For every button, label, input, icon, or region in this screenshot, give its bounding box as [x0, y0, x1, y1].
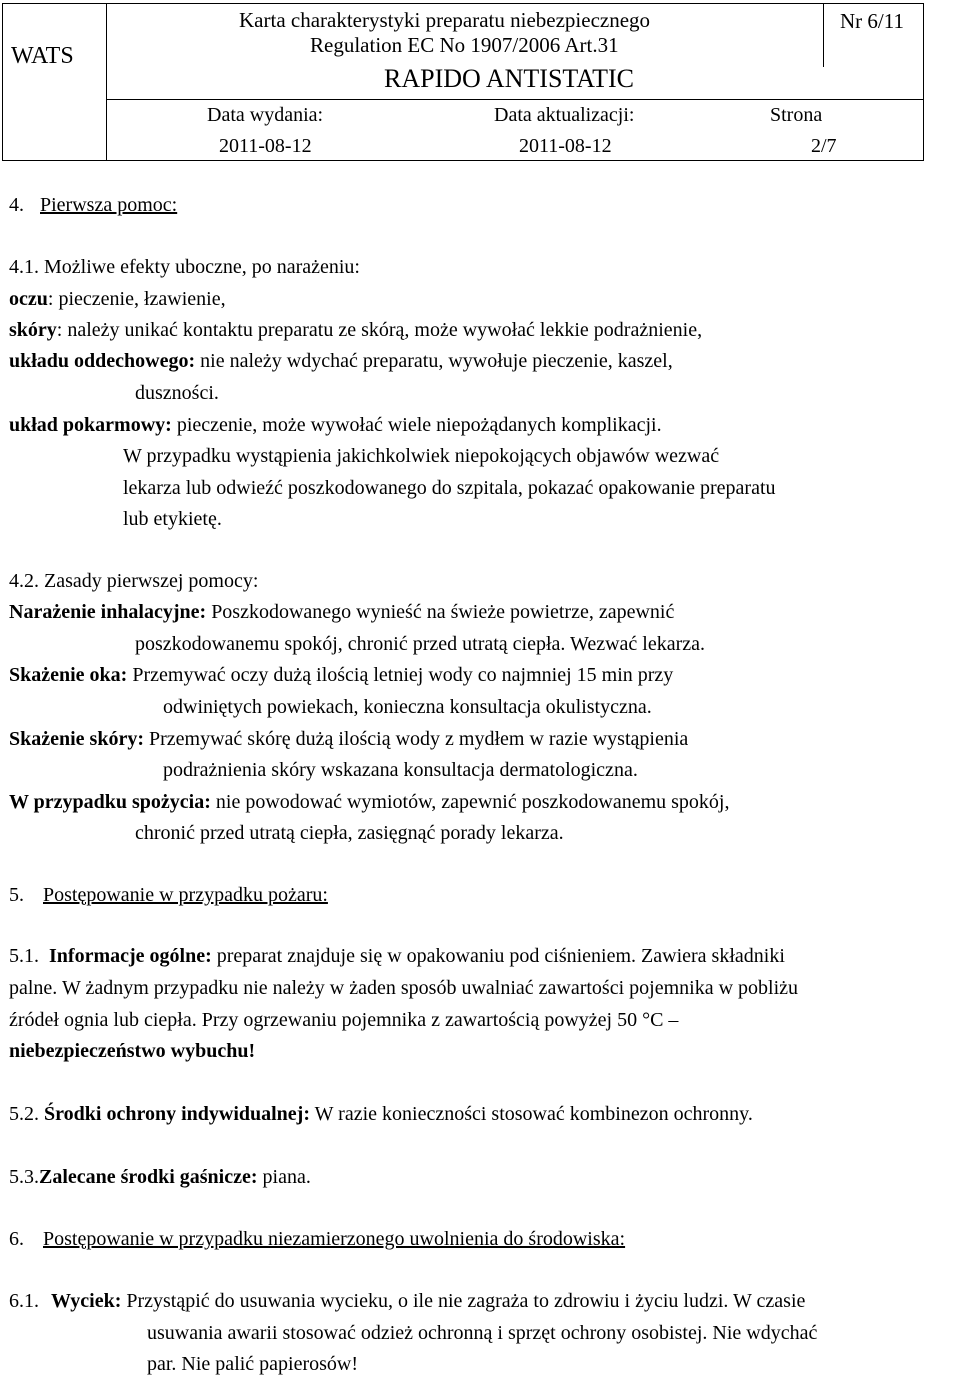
label-swallowing: W przypadku spożycia:: [9, 791, 211, 813]
section-title: Postępowanie w przypadku pożaru:: [43, 884, 328, 906]
text-digestive: pieczenie, może wywołać wiele niepożądanych komplikacji.: [171, 414, 662, 436]
subsection-number: 5.2.: [9, 1103, 39, 1125]
page-label: Strona: [770, 104, 823, 126]
warning-line-3: lub etykietę.: [123, 508, 222, 530]
effect-digestive: [9, 413, 662, 437]
aid-swallowing-cont: chronić przed utratą ciepła, zasięgnąć porady lekarza.: [135, 822, 564, 844]
document-number: Nr 6/11: [840, 9, 904, 33]
subsection-5-3: [9, 1165, 311, 1189]
document-header: [2, 3, 924, 161]
section-number: 6.: [9, 1228, 24, 1250]
aid-inhalation: [9, 600, 674, 624]
effect-respiratory-cont: duszności.: [135, 382, 219, 404]
aid-eye-cont: odwiniętych powiekach, konieczna konsultacja okulistyczna.: [163, 696, 652, 718]
label-leak: Wyciek:: [51, 1290, 122, 1312]
text-leak: Przystąpić do usuwania wycieku, o ile nie zagraża to zdrowiu i życiu ludzi. W czasie: [121, 1290, 806, 1312]
label-extinguishing: Zalecane środki gaśnicze:: [39, 1166, 258, 1188]
section-4-heading: [9, 193, 177, 217]
text-eye: Przemywać oczy dużą ilością letniej wody co najmniej 15 min przy: [127, 664, 674, 686]
text-skin-aid: Przemywać skórę dużą ilością wody z mydłem w razie wystąpienia: [144, 728, 689, 750]
document-title: Karta charakterystyki preparatu niebezpiecznego: [239, 8, 651, 32]
subsection-5-1: [9, 944, 785, 968]
aid-skin: [9, 727, 688, 751]
text-inhalation: Poszkodowanego wynieść na świeże powietrze, zapewnić: [206, 601, 675, 623]
header-divider: [823, 4, 824, 67]
label-eyes: oczu: [9, 288, 48, 310]
general-info-line-3: źródeł ognia lub ciepła. Przy ogrzewaniu pojemnika z zawartością powyżej 50 °C –: [9, 1009, 679, 1031]
label-respiratory: układu oddechowego:: [9, 350, 196, 372]
general-info-line-2: palne. W żadnym przypadku nie należy w żaden sposób uwalniać zawartości pojemnika w pobliżu: [9, 977, 799, 999]
aid-skin-cont: podrażnienia skóry wskazana konsultacja dermatologiczna.: [163, 759, 638, 781]
effect-skin: [9, 318, 702, 342]
label-general-info: Informacje ogólne:: [49, 945, 212, 967]
leak-line-3: par. Nie palić papierosów!: [147, 1353, 359, 1375]
issue-date-value: 2011-08-12: [219, 135, 312, 157]
label-skin-aid: Skażenie skóry:: [9, 728, 144, 750]
aid-inhalation-cont: poszkodowanemu spokój, chronić przed utratą ciepła. Wezwać lekarza.: [135, 633, 705, 655]
page-value: 2/7: [811, 135, 837, 157]
label-digestive: układ pokarmowy:: [9, 414, 172, 436]
header-divider: [106, 4, 107, 160]
section-number: 4.: [9, 194, 24, 216]
section-title: Pierwsza pomoc:: [40, 194, 178, 216]
company-name: WATS: [11, 43, 74, 69]
update-date-value: 2011-08-12: [519, 135, 612, 157]
section-number: 5.: [9, 884, 24, 906]
label-inhalation: Narażenie inhalacyjne:: [9, 601, 207, 623]
label-skin: skóry: [9, 319, 57, 341]
text-respiratory: nie należy wdychać preparatu, wywołuje pieczenie, kaszel,: [195, 350, 673, 372]
regulation-ref: Regulation EC No 1907/2006 Art.31: [310, 33, 619, 57]
section-6-heading: [9, 1227, 625, 1251]
effect-eyes: [9, 287, 226, 311]
text-skin: : należy unikać kontaktu preparatu ze skórą, może wywołać lekkie podrażnienie,: [56, 319, 703, 341]
subsection-4-1: 4.1. Możliwe efekty uboczne, po narażeniu:: [9, 256, 360, 278]
product-name: RAPIDO ANTISTATIC: [384, 64, 634, 93]
label-eye: Skażenie oka:: [9, 664, 128, 686]
section-title: Postępowanie w przypadku niezamierzonego uwolnienia do środowiska:: [43, 1228, 626, 1250]
subsection-number: 5.1.: [9, 945, 39, 967]
subsection-number: 6.1.: [9, 1290, 39, 1312]
subsection-4-2: 4.2. Zasady pierwszej pomocy:: [9, 570, 259, 592]
effect-respiratory: [9, 349, 673, 373]
subsection-5-2: [9, 1102, 753, 1126]
subsection-number: 5.3.: [9, 1166, 39, 1188]
warning-line-2: lekarza lub odwieźć poszkodowanego do szpitala, pokazać opakowanie preparatu: [123, 477, 776, 499]
header-divider: [106, 99, 923, 100]
warning-line-1: W przypadku wystąpienia jakichkolwiek niepokojących objawów wezwać: [123, 445, 720, 467]
label-ppe: Środki ochrony indywidualnej:: [44, 1103, 311, 1125]
section-5-heading: [9, 883, 328, 907]
aid-eye: [9, 663, 673, 687]
subsection-6-1: [9, 1289, 805, 1313]
aid-swallowing: [9, 790, 729, 814]
text-general-info: preparat znajduje się w opakowaniu pod ciśnieniem. Zawiera składniki: [211, 945, 785, 967]
text-swallowing: nie powodować wymiotów, zapewnić poszkodowanemu spokój,: [210, 791, 730, 813]
text-ppe: W razie konieczności stosować kombinezon ochronny.: [310, 1103, 753, 1125]
explosion-warning: niebezpieczeństwo wybuchu!: [9, 1040, 256, 1062]
text-extinguishing: piana.: [257, 1166, 311, 1188]
update-date-label: Data aktualizacji:: [494, 104, 635, 126]
leak-line-2: usuwania awarii stosować odzież ochronną i sprzęt ochrony osobistej. Nie wdychać: [147, 1322, 818, 1344]
text-eyes: : pieczenie, łzawienie,: [47, 288, 226, 310]
issue-date-label: Data wydania:: [207, 104, 324, 126]
general-info-line-4: [9, 1039, 255, 1063]
